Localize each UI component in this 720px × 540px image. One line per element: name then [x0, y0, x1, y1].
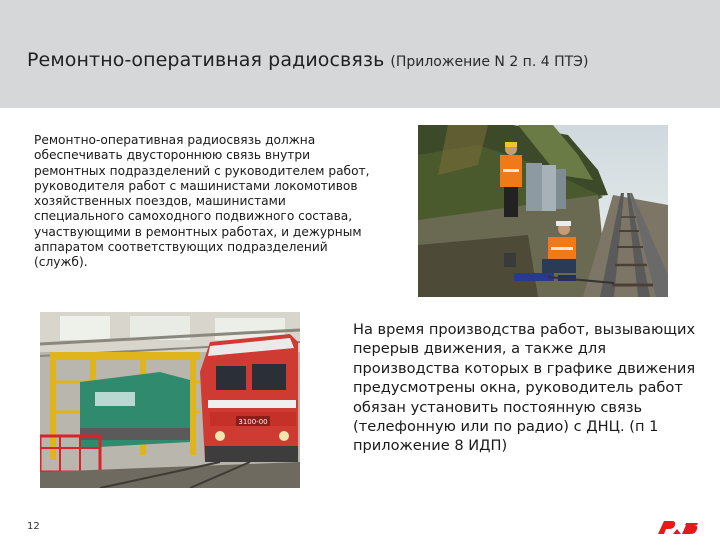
- body-paragraph-radio-requirements: Ремонтно-оперативная радиосвязь должна обеспечивать двустороннюю связь внутри ремонтных подразделений с руководителем работ, руководителя работ с машинистами локомотивов хозяйственных поездов, машинистами специального самоходного подвижного состава, участвующими в ремонтных работах, и дежурным аппаратом соответствующих подразделений (служб).: [34, 133, 370, 270]
- slide-header: [0, 0, 720, 108]
- photo-workers-on-track: [418, 125, 668, 297]
- title-main: Ремонтно-оперативная радиосвязь: [27, 49, 385, 71]
- rzd-logo: [656, 517, 700, 537]
- photo-locomotives-in-depot: [40, 312, 300, 488]
- locomotive-number-plate: 3100-00: [238, 418, 268, 426]
- page-number: 12: [27, 521, 40, 532]
- title-reference: (Приложение N 2 п. 4 ПТЭ): [390, 54, 589, 70]
- slide-title: [27, 36, 588, 74]
- body-paragraph-work-window: На время производства работ, вызывающих перерыв движения, а также для производства которых в графике движения предусмотрены окна, руководитель работ обязан установить постоянную связь (телефонную или по радио) с ДНЦ. (п 1 приложение 8 ИДП): [353, 321, 696, 455]
